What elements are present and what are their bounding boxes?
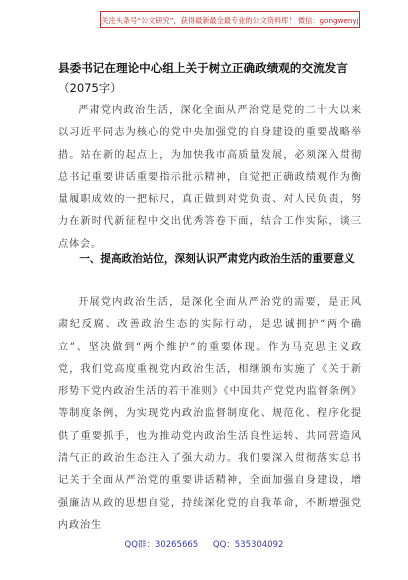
document-title: 县委书记在理论中心组上关于树立正确政绩观的交流发言 bbox=[58, 61, 348, 75]
header-banner: 关注头条号“公文研究”，获得最新最全最专业的公文资料库！ 微信：gongwenyj bbox=[100, 11, 360, 28]
footer-contact bbox=[0, 538, 408, 550]
footer-qq-group: QQ群：30265665 bbox=[124, 540, 199, 550]
paragraph-intro: 严肃党内政治生活，深化全面从严治党是党的二十大以来以习近平同志为核心的党中央加强党的自身建设的重要战略举措。站在新的起点上，为加快我市高质量发展，必须深入贯彻总书记重要讲话重要指示批示精神，自觉把正确政绩观作为衡量履职成效的一把标尺，真正做到对党负责、对人民负责，努力在新时代新征程中交出优秀答卷下面，结合工作实际，谈三点体会。 bbox=[58, 105, 362, 250]
footer-qq: QQ：535304092 bbox=[212, 540, 284, 550]
paragraph-section-1: 开展党内政治生活，是深化全面从严治党的需要，是正风肃纪反腐、改善政治生态的实际行动，是忠诚拥护“两个确立”、坚决做到“两个维护”的重要体现。作为马克思主义政党，我们党高度重视党内政治生活，相继颁布实施了《关于新形势下党内政治生活的若干准则》《中国共产党党内监督条例》等制度条例，为实现党内政治监督制度化、规范化、程序化提供了重要抓手，也为推动党内政治生活良性运转、共同营造风清气正的政治生态注入了强大动力。我们要深入贯彻落实总书记关于全面从严治党的重要讲话精神，全面加强自身建设，增强廉洁从政的思想自觉，持续深化党的自我革命，不断增强党内政治生 bbox=[58, 297, 362, 531]
word-count: （2075字） bbox=[58, 81, 122, 95]
section-heading-1: 一、提高政治站位，深刻认识严肃党内政治生活的重要意义 bbox=[79, 253, 355, 265]
